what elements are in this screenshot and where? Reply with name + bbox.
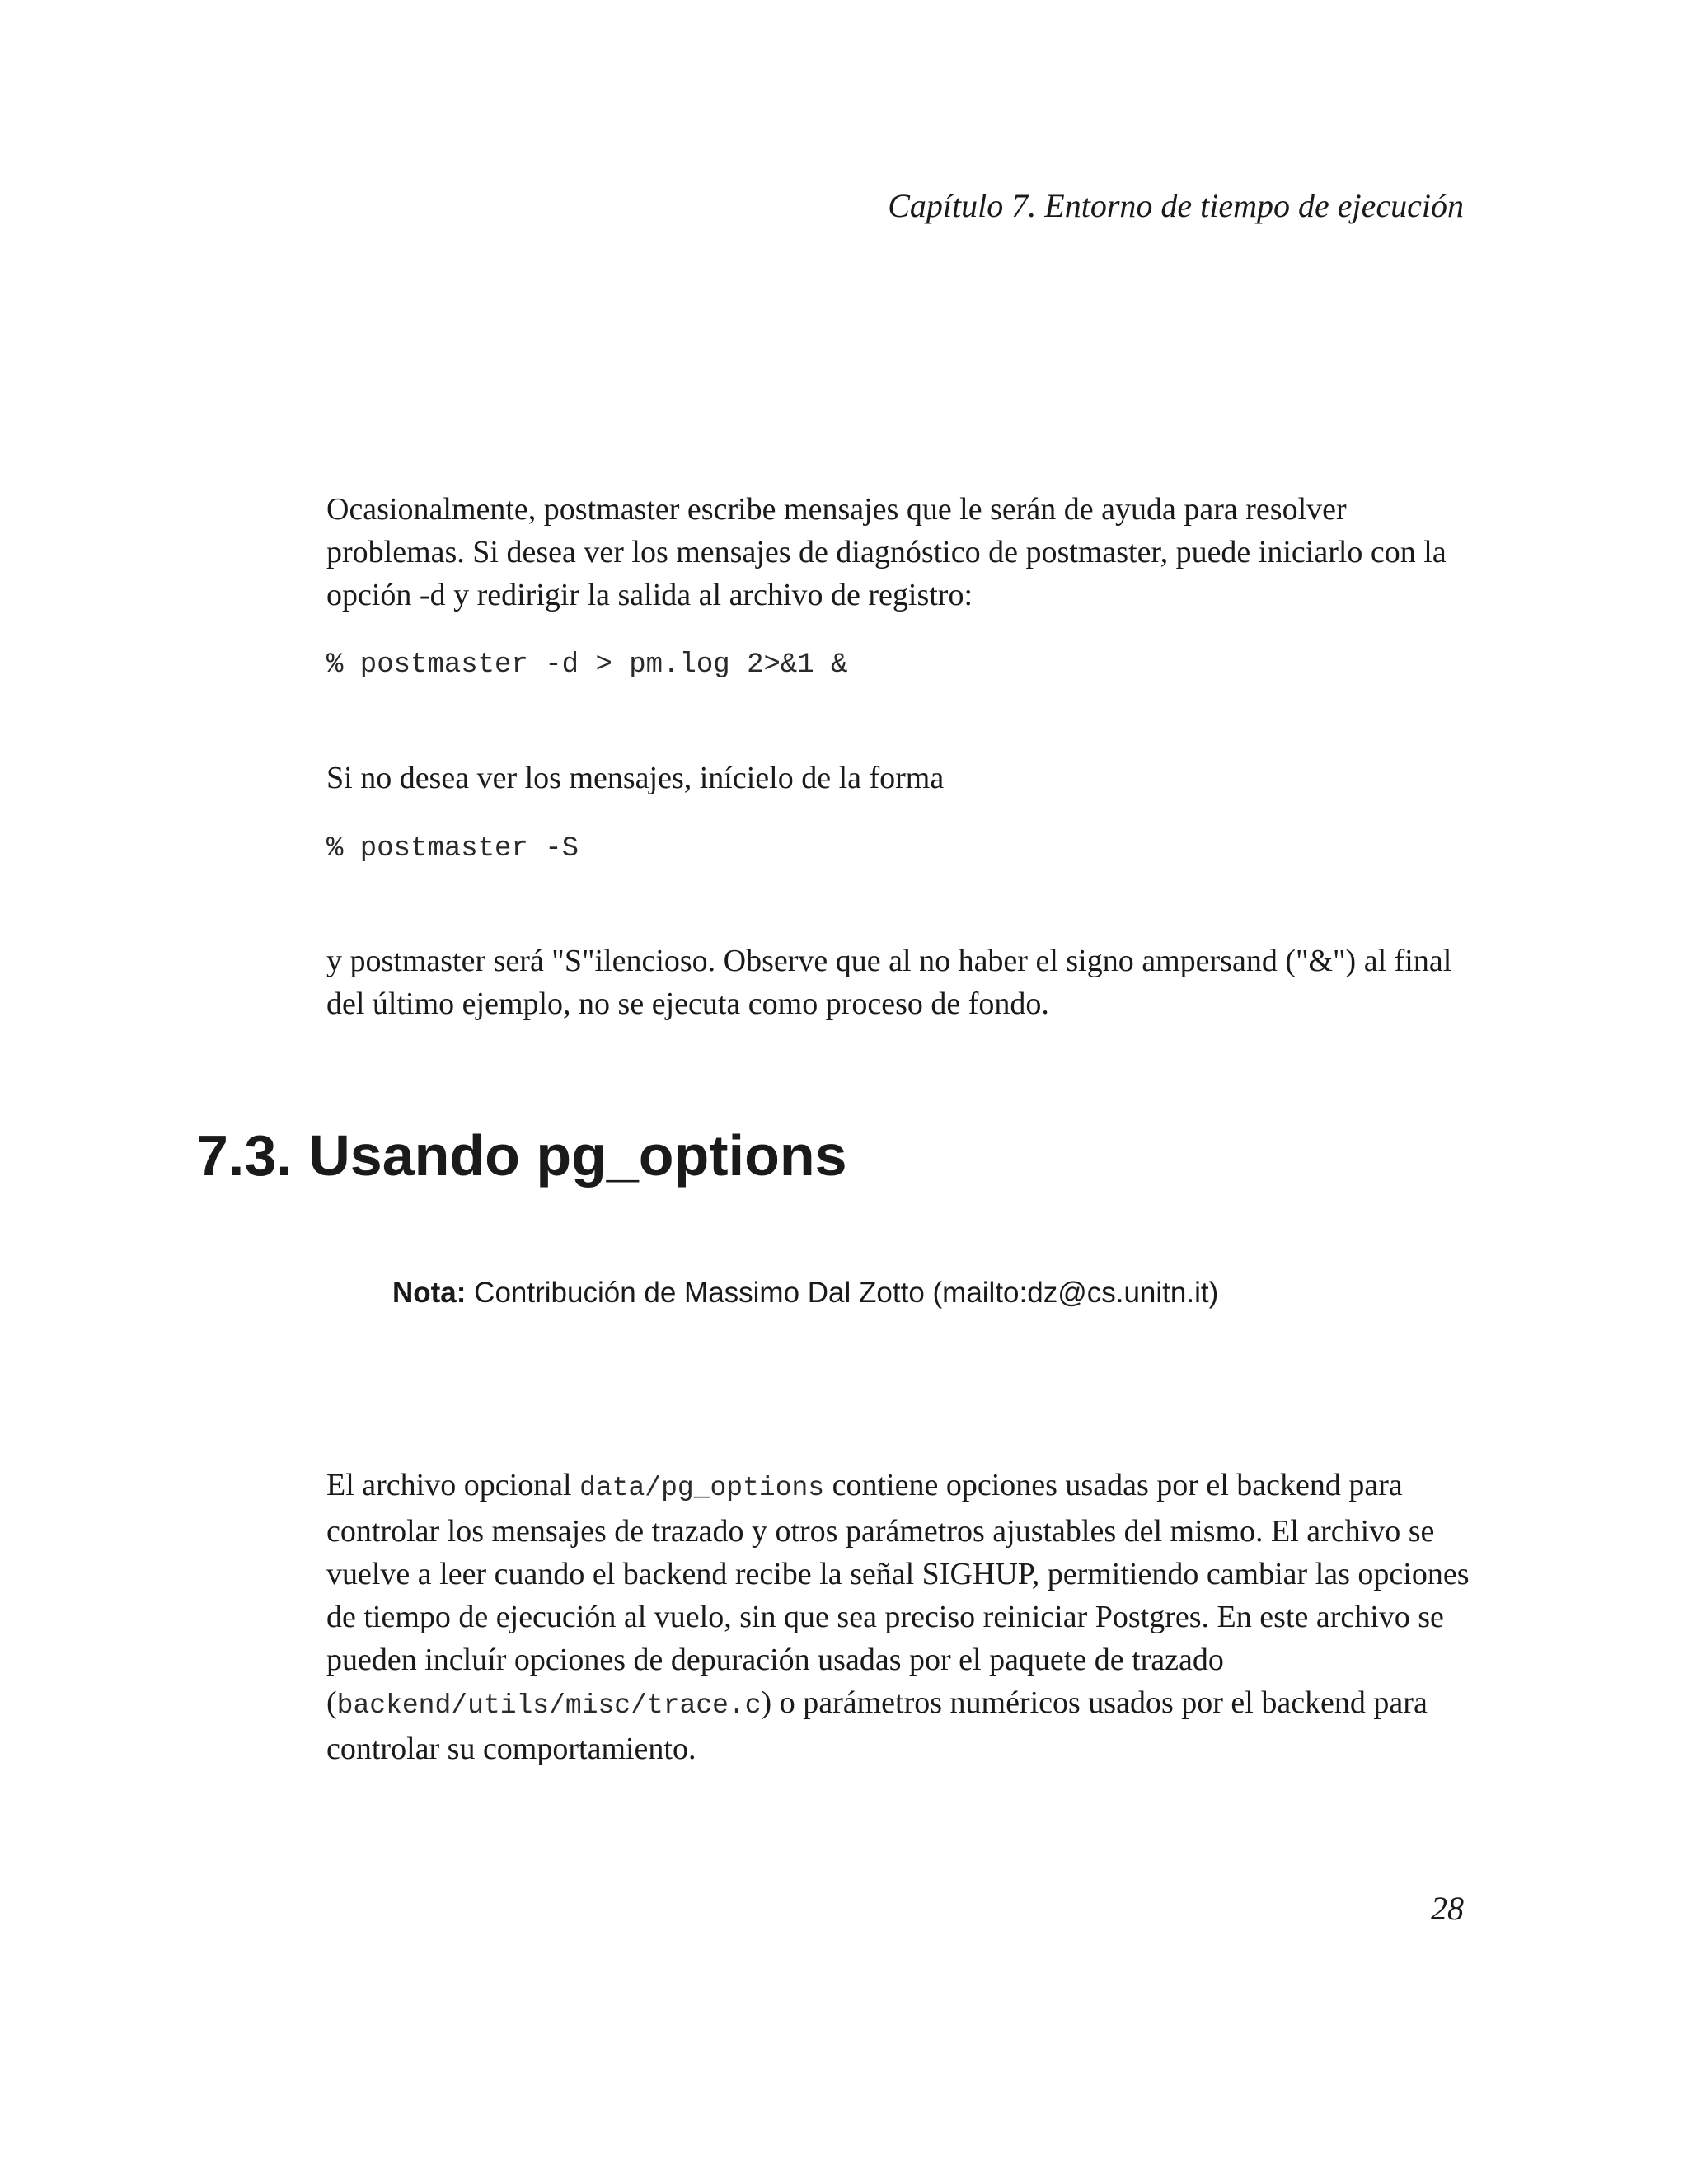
pg-options-text-2: contiene opciones usadas por el backend para controlar los mensajes de trazado y otros parámetros ajustables del mismo. El archivo se vuelve a leer cuando el backend recibe la señal SIGHUP, permitiendo cambiar las opciones de tiempo de ejecución al vuelo, sin que sea preciso reiniciar Postgres. En este archivo se pueden incluír opciones de depuración usadas por el paquete de trazado ( bbox=[326, 1468, 1470, 1720]
note-label: Nota: bbox=[392, 1277, 467, 1309]
running-header: Capítulo 7. Entorno de tiempo de ejecución bbox=[888, 187, 1464, 224]
page-number: 28 bbox=[1431, 1890, 1464, 1927]
code-example-debug: % postmaster -d > pm.log 2>&1 & bbox=[326, 649, 848, 681]
code-example-silent: % postmaster -S bbox=[326, 833, 579, 865]
trace-source-path: backend/utils/misc/trace.c bbox=[336, 1690, 762, 1721]
paragraph-pg-options bbox=[326, 1464, 1480, 1770]
pg-options-file-path: data/pg_options bbox=[579, 1473, 825, 1503]
section-heading: 7.3. Usando pg_options bbox=[196, 1123, 847, 1188]
paragraph-postmaster-messages: Ocasionalmente, postmaster escribe mensajes que le serán de ayuda para resolver problemas. Si desea ver los mensajes de diagnóstico de postmaster, puede iniciarlo con la opción -d y redirigir la salida al archivo de registro: bbox=[326, 492, 1447, 612]
pg-options-text-1: El archivo opcional bbox=[326, 1468, 580, 1502]
pg-options-text-3: ) o parámetros numéricos usados por el backend para controlar su comportamiento. bbox=[326, 1685, 1428, 1766]
contribution-note bbox=[392, 1276, 1218, 1310]
paragraph-silent-explanation: y postmaster será "S"ilencioso. Observe que al no haber el signo ampersand ("&") al final del último ejemplo, no se ejecuta como proceso de fondo. bbox=[326, 944, 1452, 1021]
paragraph-silent-intro: Si no desea ver los mensajes, inícielo de la forma bbox=[326, 761, 945, 795]
note-text: Contribución de Massimo Dal Zotto (mailto:dz@cs.unitn.it) bbox=[466, 1277, 1219, 1309]
